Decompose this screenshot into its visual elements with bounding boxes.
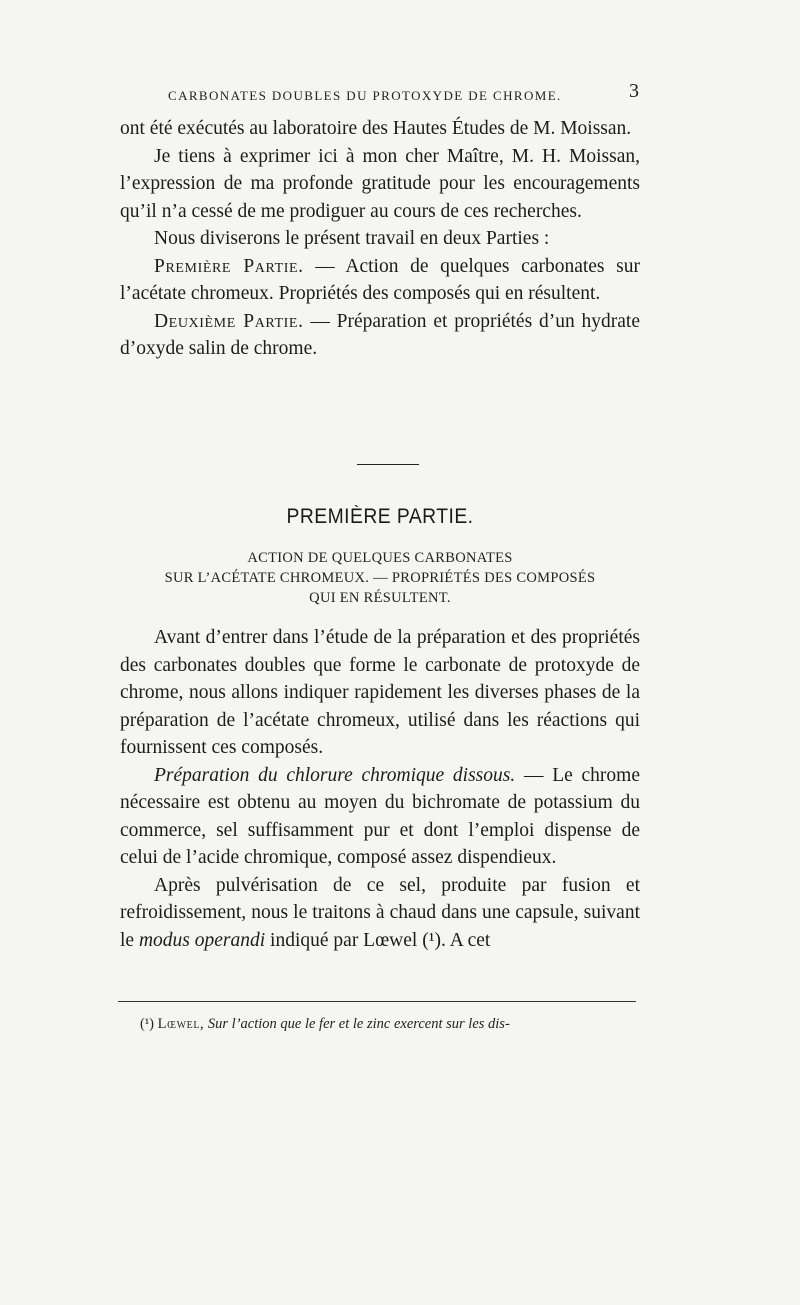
intro-paragraph-5 xyxy=(120,308,640,363)
footnote-rule xyxy=(118,1001,636,1002)
intro-paragraph-1: ont été exécutés au laboratoire des Hautes Études de M. Moissan. xyxy=(120,118,632,139)
body-text xyxy=(120,624,640,954)
body-paragraph-3 xyxy=(120,872,640,955)
page-number: 3 xyxy=(629,80,639,102)
footnote-marker: (¹) xyxy=(140,1016,158,1032)
part-two-label: Deuxième Partie. xyxy=(154,310,304,332)
part-one-label: Première Partie. xyxy=(154,255,304,277)
section-heading xyxy=(120,548,640,608)
modus-operandi-italic: modus operandi xyxy=(138,929,266,951)
section-divider xyxy=(357,464,419,465)
section-heading-line-1: ACTION DE QUELQUES CARBONATES xyxy=(247,550,513,566)
footnote xyxy=(140,1016,640,1033)
part-one-description: — Action de quelques carbonates sur l’acétate chromeux. Propriétés des composés qui en résultent. xyxy=(120,255,640,304)
footnote-author: Lœwel, xyxy=(157,1016,205,1032)
body-paragraph-3-start: Après pulvérisation de ce sel, produite par fusion et refroidissement, nous le traitons à chaud dans une capsule, suivant le xyxy=(120,874,640,951)
footnote-text: Sur l’action que le fer et le zinc exercent sur les dis- xyxy=(204,1016,510,1032)
running-head: CARBONATES DOUBLES DU PROTOXYDE DE CHROME. xyxy=(168,88,562,103)
part-two-description: — Préparation et propriétés d’un hydrate d’oxyde salin de chrome. xyxy=(120,310,640,359)
section-heading-line-2: SUR L’ACÉTATE CHROMEUX. — PROPRIÉTÉS DES COMPOSÉS xyxy=(164,570,596,586)
body-paragraph-1: Avant d’entrer dans l’étude de la préparation et des propriétés des carbonates doubles que forme le carbonate de protoxyde de chrome, nous allons indiquer rapidement les diverses phases de la préparation de l’acétate chromeux, utilisé dans les réactions qui fournissent ces composés. xyxy=(120,627,640,758)
body-paragraph-3-end: indiqué par Lœwel (¹). A cet xyxy=(265,929,491,951)
subheading-italic: Préparation du chlorure chromique dissous. xyxy=(154,764,516,786)
intro-text xyxy=(120,115,640,363)
intro-paragraph-2: Je tiens à exprimer ici à mon cher Maître, M. H. Moissan, l’expression de ma profonde gratitude pour les encouragements qu’il n’a cessé de me prodiguer au cours de ces recherches. xyxy=(120,145,640,222)
intro-paragraph-4 xyxy=(120,253,640,308)
intro-paragraph-3: Nous diviserons le présent travail en deux Parties : xyxy=(154,228,550,249)
section-heading-line-3: QUI EN RÉSULTENT. xyxy=(309,590,451,606)
body-paragraph-2-text: — Le chrome nécessaire est obtenu au moyen du bichromate de potassium du commerce, sel suffisamment pur et dont l’emploi dispense de celui de l’acide chromique, composé assez dispendieux. xyxy=(120,764,640,868)
body-paragraph-2 xyxy=(120,762,640,872)
part-title: PREMIÈRE PARTIE. xyxy=(286,505,474,528)
